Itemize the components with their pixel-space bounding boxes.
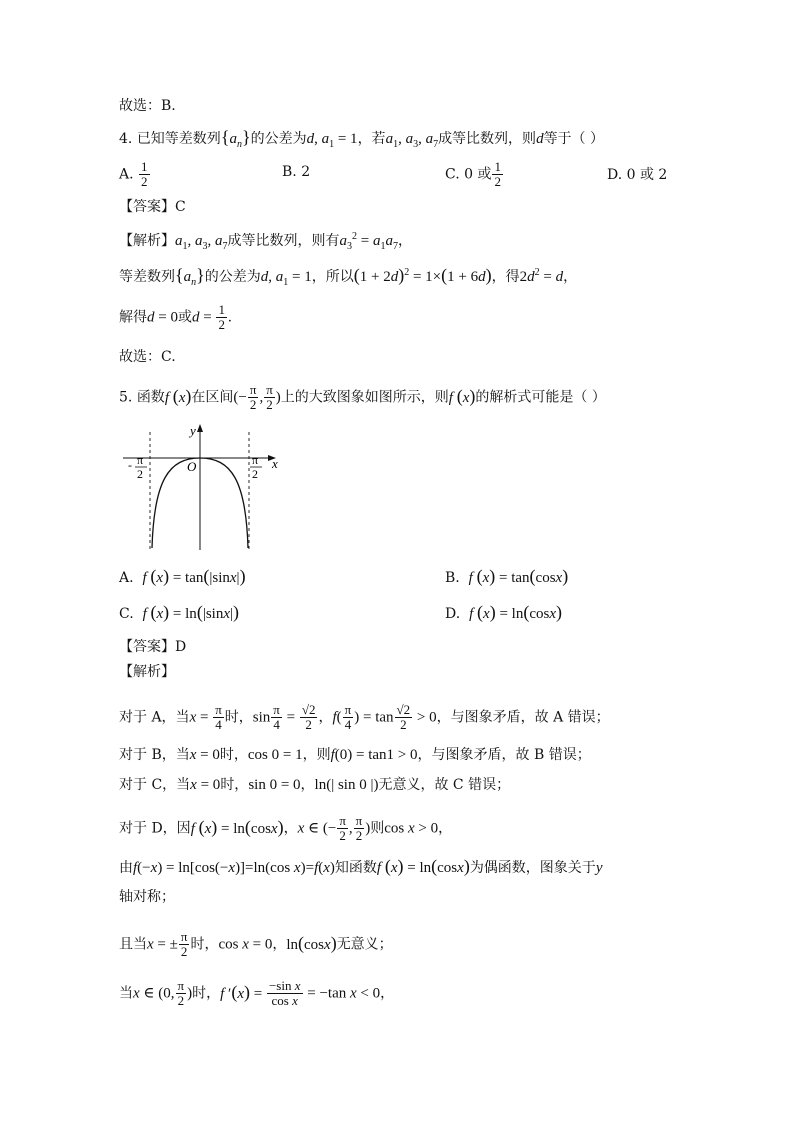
pos-pi: π: [252, 453, 259, 467]
q4-analysis-2: 等差数列$\{a_n\}$的公差为d, $a_1 = 1$，所以$(1 + 2d)^2 = 1\times(1 + 6d)$，得$2d^2 = d$，: [119, 265, 578, 288]
pos-two: 2: [252, 467, 258, 481]
q5-analysis-g: 当x ∈ (0, $\frac{\pi}{2}$ )时，f ′(x) = $\frac{\text{−sin x}}{\text{cos x}}$ = −tan x < 0，: [119, 978, 395, 1008]
q4-option-d: D. 0 或 2: [607, 167, 668, 183]
q4-analysis-3: 解得d = 0或d = $\frac{1}{2}$ .: [119, 302, 232, 332]
q5-analysis-label: 【解析】: [119, 664, 175, 680]
q5-analysis-f: 且当x = ± $\frac{\pi}{2}$ 时，cos x = 0，ln(cosx)无意义；: [119, 929, 393, 959]
q4-option-b: B. 2: [282, 164, 311, 180]
q4-option-a: A. $\frac{1}{2}$: [119, 159, 148, 189]
function-graph: [119, 420, 289, 560]
neg-sign: -: [128, 458, 132, 472]
q5-option-c: C. f (x) = ln(|sinx|): [119, 602, 240, 622]
q4-stem: 4. 已知等差数列$\{a_n\}$的公差为d, $a_1 = 1$，若$a_1$, $a_3$, $a_7$成等比数列，则d等于（ ）: [119, 127, 605, 150]
q5-option-d: D. f (x) = ln(cosx): [445, 602, 562, 622]
q5-option-a: A. f (x) = tan(|sinx|): [119, 566, 246, 586]
q5-analysis-e2: 轴对称；: [119, 889, 175, 905]
y-label: y: [190, 423, 196, 438]
q5-answer: 【答案】D: [119, 639, 187, 655]
prev-answer: 故选：B.: [119, 98, 176, 114]
q5-analysis-d: 对于 D，因f (x) = ln(cosx)，x ∈ (− $\frac{\pi}{2}$ , $\frac{\pi}{2}$ )则cos x > 0，: [119, 813, 453, 843]
q4-analysis-1: 【解析】$a_1$, $a_3$, $a_7$成等比数列，则有$a_3^2 = a_1a_7$，: [119, 231, 412, 252]
q5-analysis-c: 对于 C，当x = 0时，sin 0 = 0，ln(| sin 0 |)无意义，故 C 错误；: [119, 777, 511, 793]
q4-option-c: C. 0 或 $\frac{1}{2}$: [445, 159, 501, 189]
q4-answer: 【答案】C: [119, 199, 186, 215]
q5-analysis-a: 对于 A，当x = $\frac{\pi}{4}$ 时，sin $\frac{\pi}{4}$ = $\frac{√2}{2}$ ，f( $\frac{\pi}{4}$ ) = tan $\frac{√2}{2}$ > 0，与图象矛盾，故 A 错误；: [119, 702, 610, 732]
y-axis-arrow: [197, 424, 203, 432]
q5-stem: 5. 函数f (x)在区间(− $\frac{\pi}{2}$ , $\frac{\pi}{2}$ )上的大致图象如图所示，则f (x)的解析式可能是（ ）: [119, 382, 606, 412]
neg-pi: π: [137, 453, 144, 467]
q5-analysis-b: 对于 B，当x = 0时，cos 0 = 1，则f(0) = tan1 > 0，与图象矛盾，故 B 错误；: [119, 747, 591, 763]
x-label: x: [272, 456, 278, 471]
q4-conclusion: 故选：C.: [119, 349, 176, 365]
q5-option-b: B. f (x) = tan(cosx): [445, 566, 569, 586]
origin-label: O: [187, 459, 197, 474]
q5-analysis-e: 由f(−x) = ln[cos(−x)]=ln(cos x)=f(x)知函数f (x) = ln(cosx)为偶函数，图象关于y: [119, 856, 603, 876]
neg-two: 2: [137, 467, 143, 481]
